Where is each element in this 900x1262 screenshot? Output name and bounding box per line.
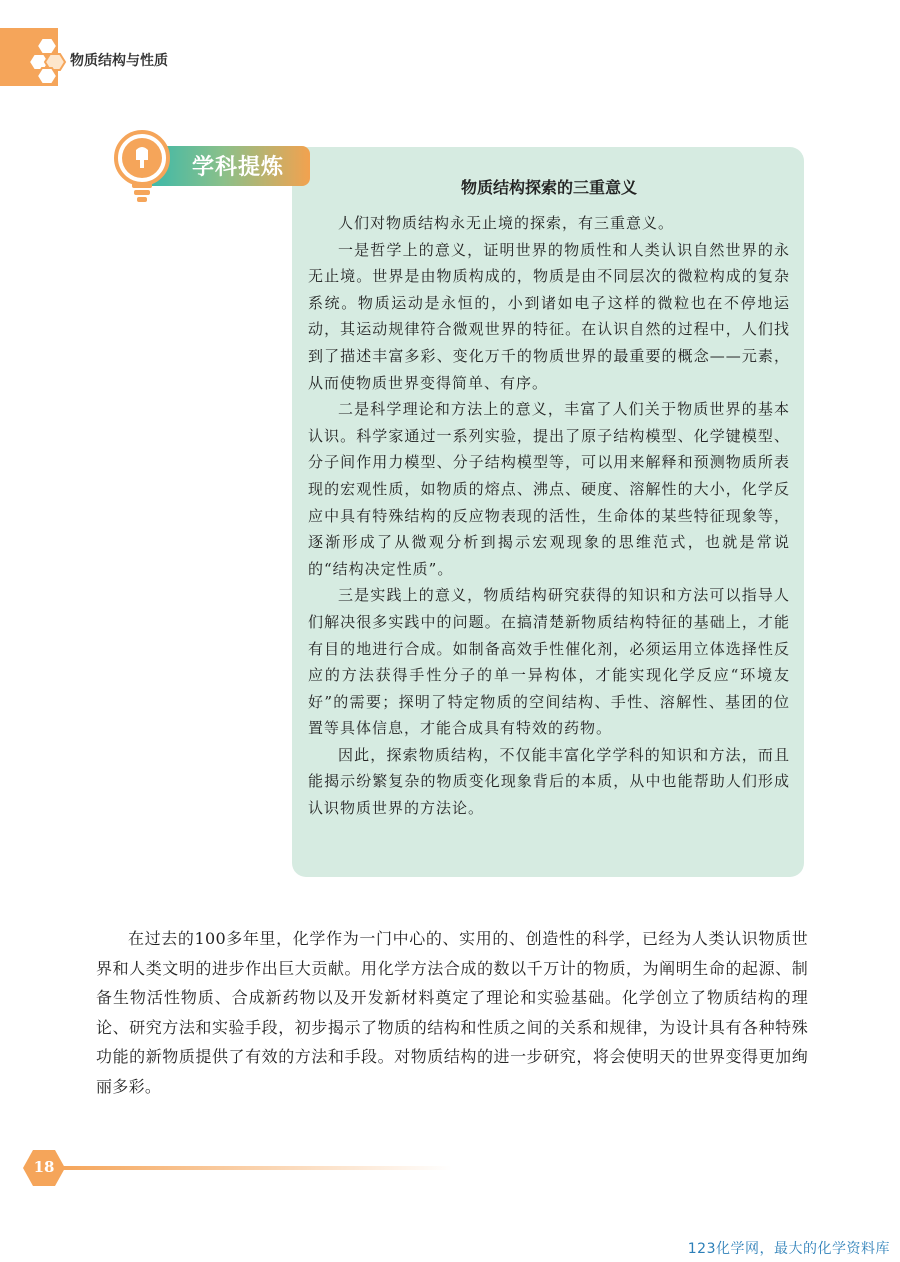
badge-label: 学科提炼: [192, 155, 285, 180]
watermark: 123化学网，最大的化学资料库: [687, 1241, 890, 1257]
body-paragraph: 在过去的100多年里，化学作为一门中心的、实用的、创造性的科学，已经为人类认识物质世界和人类文明的进步作出巨大贡献。用化学方法合成的数以千万计的物质，为阐明生命的起源、制备生物活性物质、合成新药物以及开发新材料奠定了理论和实验基础。化学创立了物质结构的理论、研究方法和实验手段，初步揭示了物质的结构和性质之间的关系和规律，为设计具有各种特殊功能的新物质提供了有效的方法和手段。对物质结构的进一步研究，将会使明天的世界变得更加绚丽多彩。: [96, 929, 808, 1096]
box-paragraph: 二是科学理论和方法上的意义，丰富了人们关于物质世界的基本认识。科学家通过一系列实验，提出了原子结构模型、化学键模型、分子间作用力模型、分子结构模型等，可以用来解释和预测物质所表现的宏观性质，如物质的熔点、沸点、硬度、溶解性的大小，化学反应中具有特殊结构的反应物表现的活性，生命体的某些特征现象等，逐渐形成了从微观分析到揭示宏观现象的思维范式，也就是常说的“结构决定性质”。: [308, 400, 790, 578]
lightbulb-icon: [112, 128, 172, 208]
summary-box: [292, 147, 804, 877]
footer-rule: [62, 1166, 452, 1170]
main-text: [96, 924, 808, 1102]
book-title: 物质结构与性质: [70, 53, 168, 69]
section-badge: [112, 128, 312, 212]
box-paragraph: 三是实践上的意义，物质结构研究获得的知识和方法可以指导人们解决很多实践中的问题。在搞清楚新物质结构特征的基础上，才能有目的地进行合成。如制备高效手性催化剂，必须运用立体选择性反应的方法获得手性分子的单一异构体，才能实现化学反应“环境友好”的需要；探明了特定物质的空间结构、手性、溶解性、基团的位置等具体信息，才能合成具有特效的药物。: [308, 586, 790, 738]
box-paragraph: 一是哲学上的意义，证明世界的物质性和人类认识自然世界的永无止境。世界是由物质构成的，物质是由不同层次的微粒构成的复杂系统。物质运动是永恒的，小到诸如电子这样的微粒也在不停地运动，其运动规律符合微观世界的特征。在认识自然的过程中，人们找到了描述丰富多彩、变化万千的物质世界的最重要的概念——元素，从而使物质世界变得简单、有序。: [308, 240, 790, 392]
box-title: 物质结构探索的三重意义: [460, 178, 637, 197]
box-paragraph: 因此，探索物质结构，不仅能丰富化学学科的知识和方法，而且能揭示纷繁复杂的物质变化现象背后的本质，从中也能帮助人们形成认识物质世界的方法论。: [308, 745, 790, 818]
box-paragraph: 人们对物质结构永无止境的探索，有三重意义。: [338, 214, 675, 232]
page-number: 18: [33, 1158, 55, 1176]
